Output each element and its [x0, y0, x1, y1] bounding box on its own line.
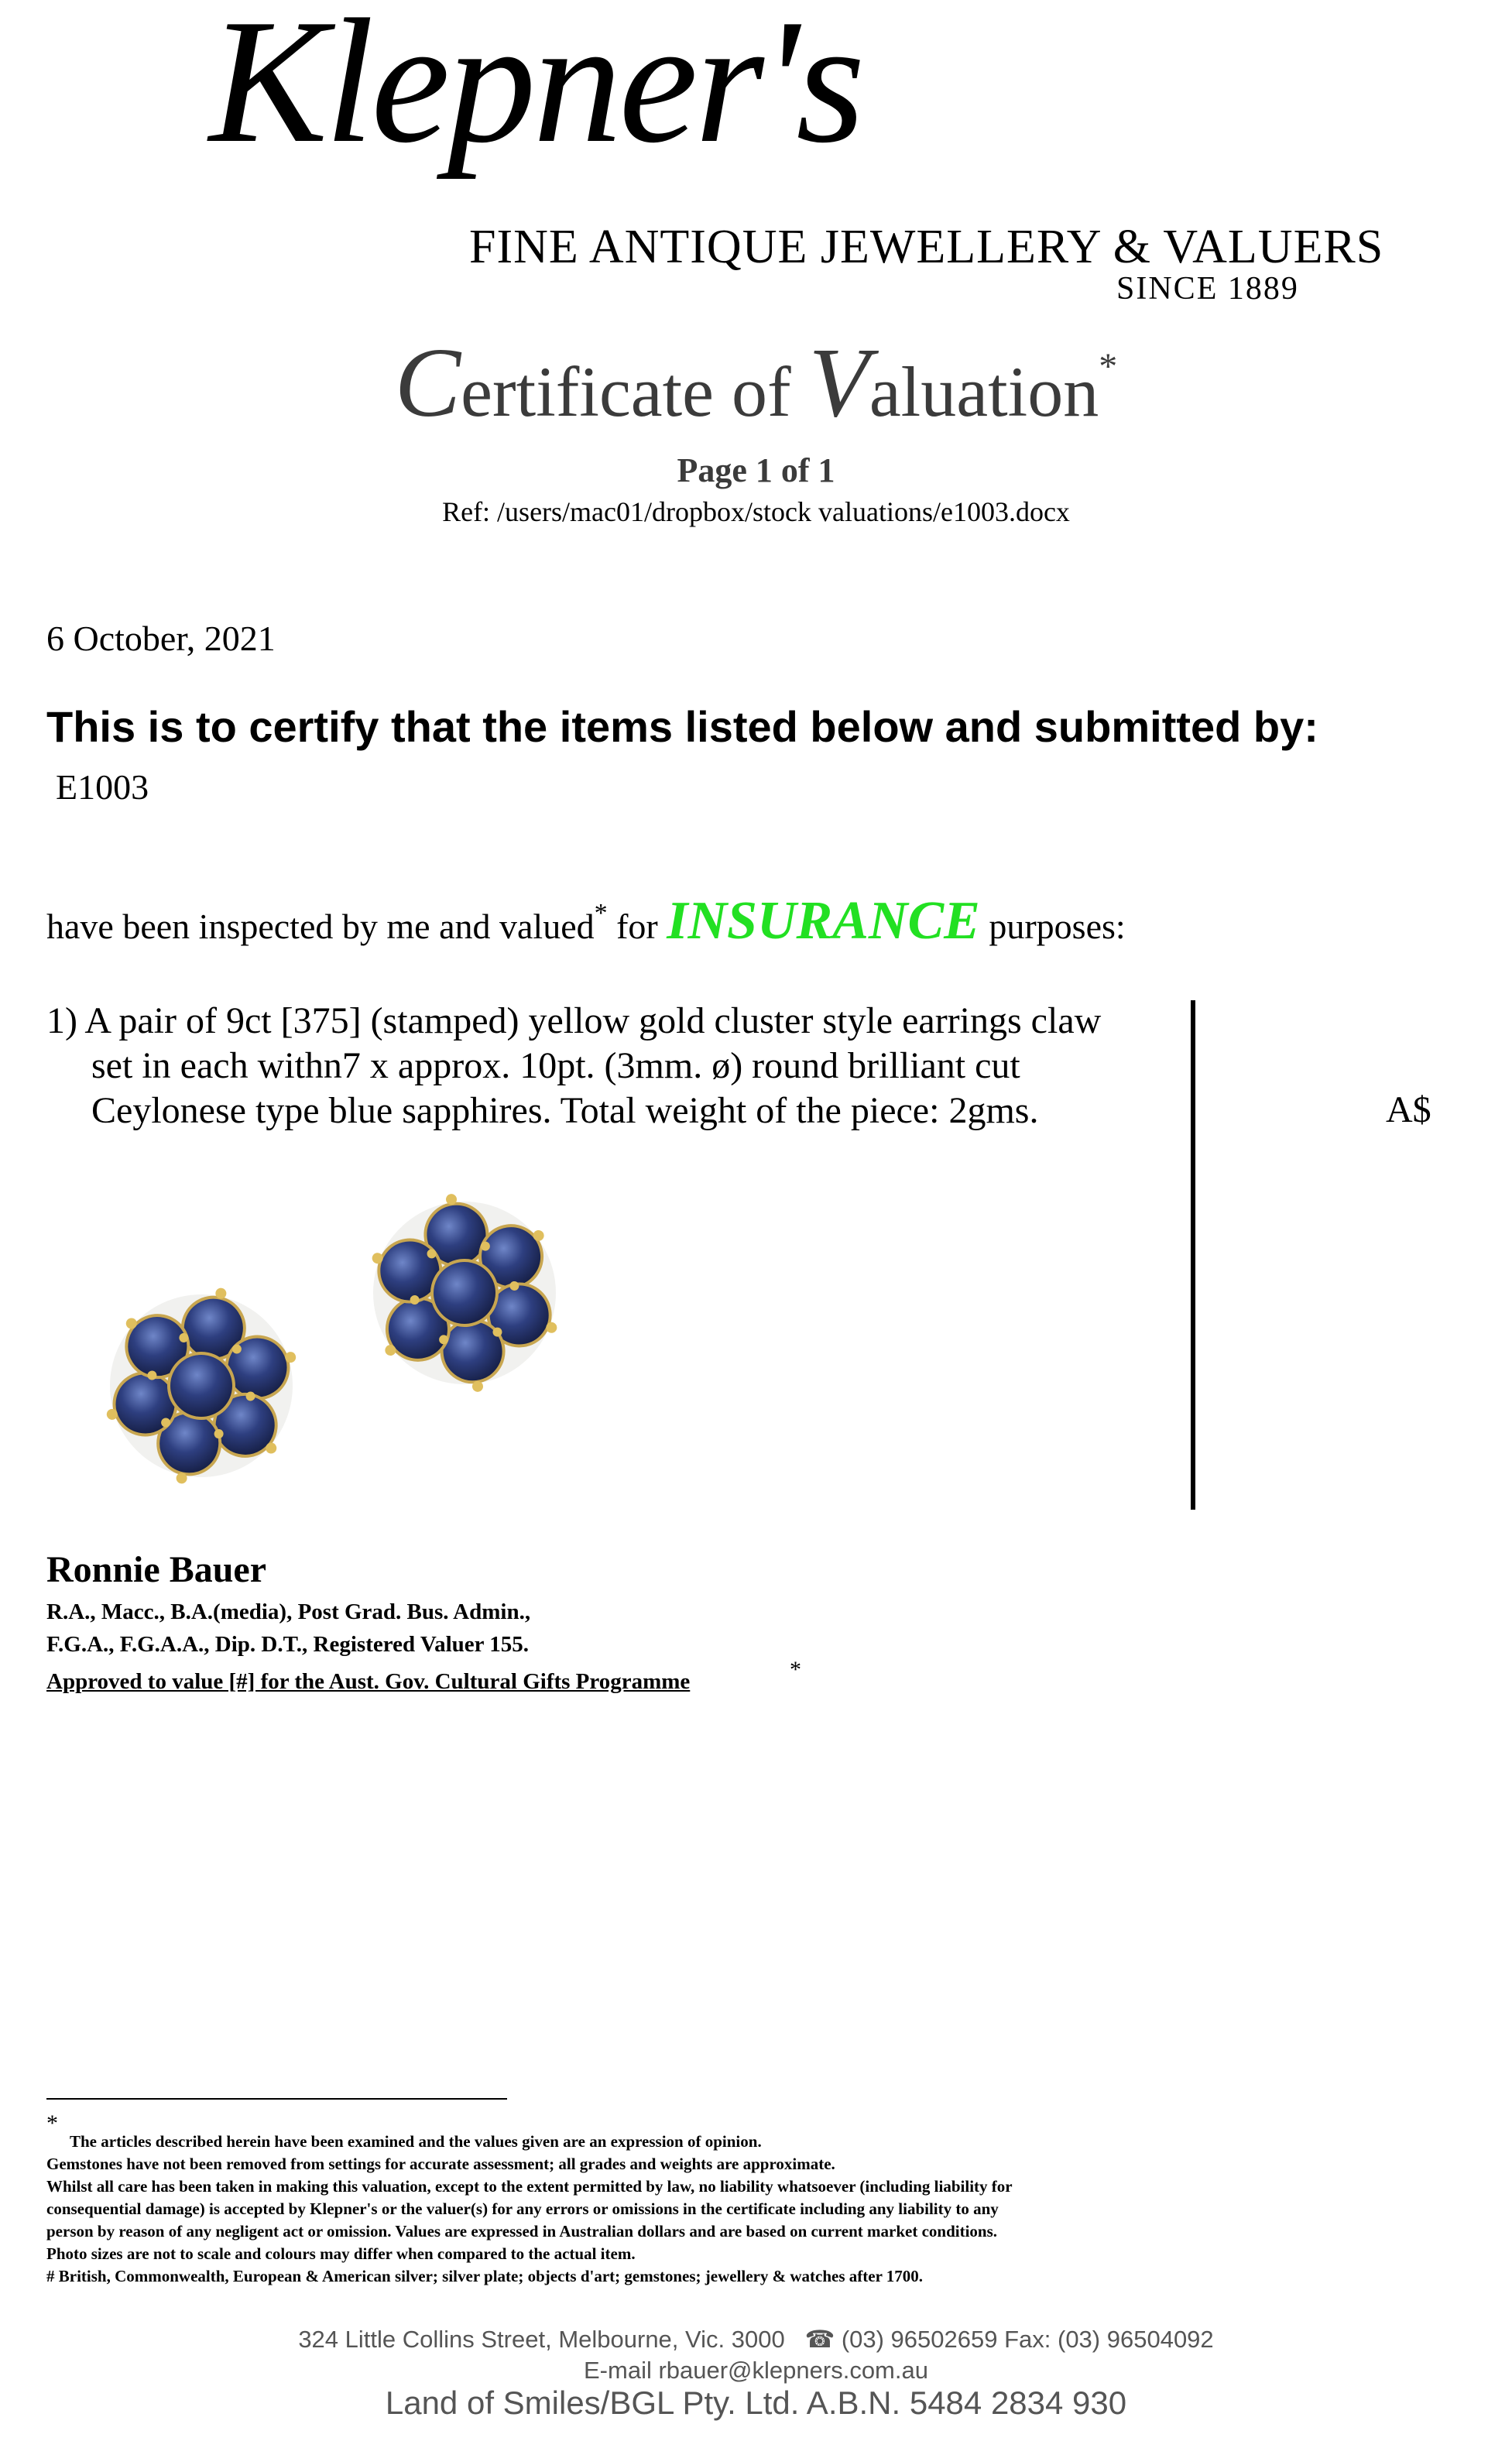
footnote-asterisk: *: [46, 2110, 58, 2136]
logo-tagline: FINE ANTIQUE JEWELLERY & VALUERS: [469, 221, 1384, 273]
valuation-purpose: INSURANCE: [667, 891, 980, 951]
footnote-line: Gemstones have not been removed from settings for accurate assessment; all grades and weights are approximate.: [46, 2155, 835, 2173]
footnotes: [46, 2131, 1239, 2288]
telephone-icon: ☎: [804, 2326, 835, 2353]
footnote-line: Photo sizes are not to scale and colours may differ when compared to the actual item.: [46, 2244, 636, 2263]
valuer-name: Ronnie Bauer: [46, 1549, 267, 1590]
item-description: [46, 999, 1192, 1133]
footer-address-line: [0, 2326, 1512, 2354]
footnote-line: # British, Commonwealth, European & American silver; silver plate; objects d'art; gemstones; jewellery & watches after 1700.: [46, 2267, 924, 2285]
certify-heading: This is to certify that the items listed below and submitted by:: [46, 702, 1318, 751]
footnote-line: The articles described herein have been examined and the values given are an expression of opinion.: [70, 2132, 762, 2151]
approval-asterisk: *: [790, 1657, 801, 1682]
earrings-photo: [77, 1177, 604, 1502]
approval-statement: Approved to value [#] for the Aust. Gov. Cultural Gifts Programme: [46, 1669, 691, 1694]
value-column-divider: [1191, 1000, 1195, 1510]
footer-email: E-mail rbauer@klepners.com.au: [584, 2357, 928, 2384]
valuer-qualifications-1: R.A., Macc., B.A.(media), Post Grad. Bus. Admin.,: [46, 1599, 531, 1624]
inspection-statement: have been inspected by me and valued* for INSURANCE purposes:: [46, 891, 1126, 951]
page-number: Page 1 of 1: [677, 451, 835, 489]
item-line-3: Ceylonese type blue sapphires. Total weight of the piece: 2gms.: [91, 1090, 1039, 1131]
footer-phone: (03) 96502659 Fax: (03) 96504092: [841, 2326, 1214, 2353]
footnote-line: consequential damage) is accepted by Klepner's or the valuer(s) for any errors or omissions in the certificate including any liability to any: [46, 2199, 999, 2218]
logo-script: Klepner's: [209, 0, 862, 180]
valuer-qualifications-2: F.G.A., F.G.A.A., Dip. D.T., Registered Valuer 155.: [46, 1632, 530, 1657]
footnote-divider: [46, 2098, 507, 2100]
certificate-title: Certificate of Valuation*: [394, 327, 1118, 437]
item-line-2: set in each withn7 x approx. 10pt. (3mm. ø) round brilliant cut: [91, 1045, 1020, 1086]
footnote-line: person by reason of any negligent act or omission. Values are expressed in Australian dollars and are based on current market conditions.: [46, 2222, 998, 2241]
item-currency: A$: [1386, 1089, 1431, 1130]
item-line-1: 1) A pair of 9ct [375] (stamped) yellow gold cluster style earrings claw: [46, 1000, 1102, 1041]
submitter-id: E1003: [56, 767, 149, 807]
logo-since: SINCE 1889: [1116, 271, 1299, 307]
reference-path: Ref: /users/mac01/dropbox/stock valuations/e1003.docx: [442, 496, 1070, 527]
certificate-date: 6 October, 2021: [46, 619, 276, 658]
footer-address: 324 Little Collins Street, Melbourne, Vic. 3000: [298, 2326, 785, 2353]
footer-company: Land of Smiles/BGL Pty. Ltd. A.B.N. 5484 2834 930: [385, 2385, 1127, 2421]
footnote-line: Whilst all care has been taken in making this valuation, except to the extent permitted by law, no liability whatsoever (including liability for: [46, 2177, 1013, 2196]
earring-right: [360, 1181, 569, 1404]
earring-left: [91, 1269, 311, 1502]
